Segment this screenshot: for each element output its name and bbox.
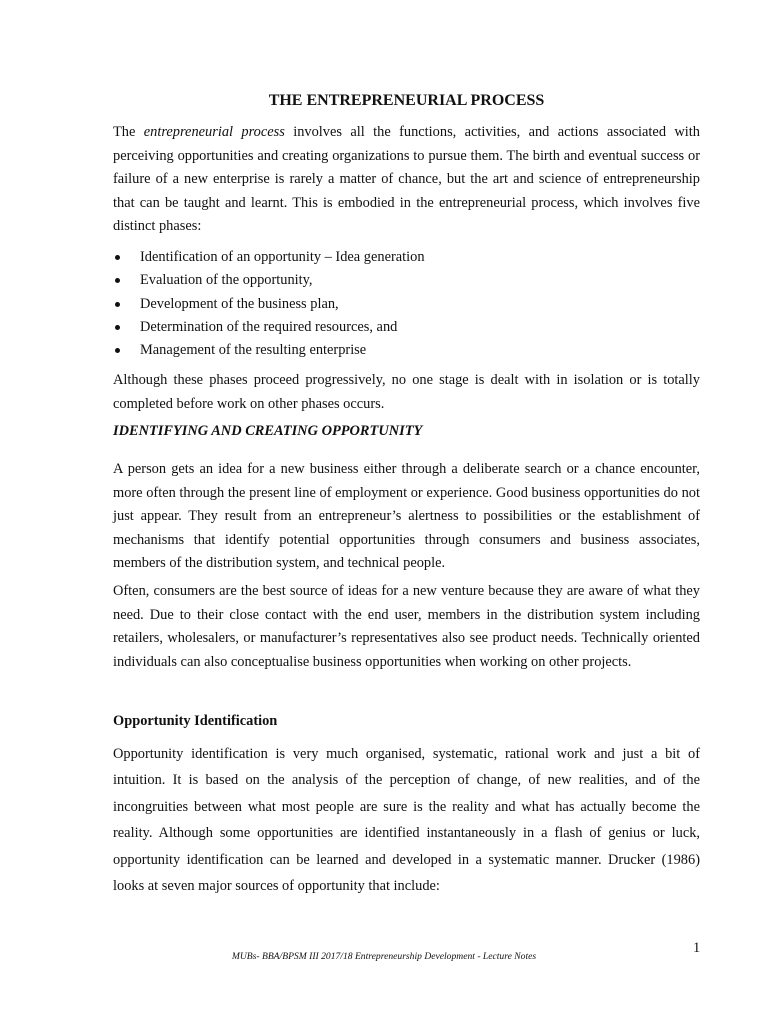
list-item-text: Identification of an opportunity – Idea generation bbox=[140, 249, 425, 265]
list-item bbox=[113, 269, 700, 292]
subsection-heading: Opportunity Identification bbox=[113, 713, 278, 729]
intro-paragraph bbox=[113, 121, 700, 239]
list-item-text: Determination of the required resources, and bbox=[140, 318, 398, 335]
list-item-text: Evaluation of the opportunity, bbox=[140, 272, 313, 289]
section-paragraph-1: A person gets an idea for a new business either through a deliberate search or a chance encounter, more often through the present line of employment or experience. Good business opportunities do not just appear. They result from an entrepreneur’s alertness to possibilities or the establishment of mechanisms that identify potential opportunities through consumers and business associates, members of the distribution system, and technical people. bbox=[113, 461, 700, 571]
list-item bbox=[113, 316, 700, 339]
phases-note-paragraph: Although these phases proceed progressively, no one stage is dealt with in isolation or is totally completed before work on other phases occurs. bbox=[113, 372, 700, 412]
list-item bbox=[113, 339, 700, 362]
intro-text: involves all the functions, activities, and actions associated with perceiving opportunities and creating organizations to pursue them. The birth and eventual success or failure of a new enterprise is rarely a matter of chance, but the art and science of entrepreneurship that can be taught and learnt. This is embodied in the entrepreneurial process, which involves five distinct phases: bbox=[113, 124, 700, 234]
phase-list bbox=[113, 246, 700, 362]
section-paragraph-2: Often, consumers are the best source of ideas for a new venture because they are aware of what they need. Due to their close contact with the end user, members in the distribution system including retailers, wholesalers, or manufacturer’s representatives also see product needs. Technically oriented individuals can also conceptualise business opportunities when working on other projects. bbox=[113, 583, 700, 670]
bullet-icon bbox=[115, 325, 120, 330]
intro-term: entrepreneurial process bbox=[143, 124, 285, 140]
bullet-icon bbox=[115, 302, 120, 307]
list-item-text: Development of the business plan, bbox=[140, 295, 339, 312]
page-number: 1 bbox=[693, 940, 701, 956]
footer-note: MUBs- BBA/BPSM III 2017/18 Entrepreneurship Development - Lecture Notes bbox=[231, 951, 537, 962]
subsection-paragraph: Opportunity identification is very much organised, systematic, rational work and just a bit of intuition. It is based on the analysis of the perception of change, of new realities, and of the incongruities between what most people are sure is the reality and what has actually become the reality. Although some opportunities are identified instantaneously in a flash of genius or luck, opportunity identification can be learned and developed in a systematic manner. Drucker (1986) looks at seven major sources of opportunity that include: bbox=[113, 746, 700, 895]
section-heading: IDENTIFYING AND CREATING OPPORTUNITY bbox=[113, 423, 423, 439]
bullet-icon bbox=[115, 348, 120, 353]
list-item bbox=[113, 246, 700, 269]
page-title: THE ENTREPRENEURIAL PROCESS bbox=[268, 92, 545, 109]
list-item-text: Management of the resulting enterprise bbox=[140, 342, 367, 359]
bullet-icon bbox=[115, 255, 120, 260]
intro-lead: The bbox=[113, 124, 144, 140]
bullet-icon bbox=[115, 278, 120, 283]
list-item bbox=[113, 293, 700, 316]
